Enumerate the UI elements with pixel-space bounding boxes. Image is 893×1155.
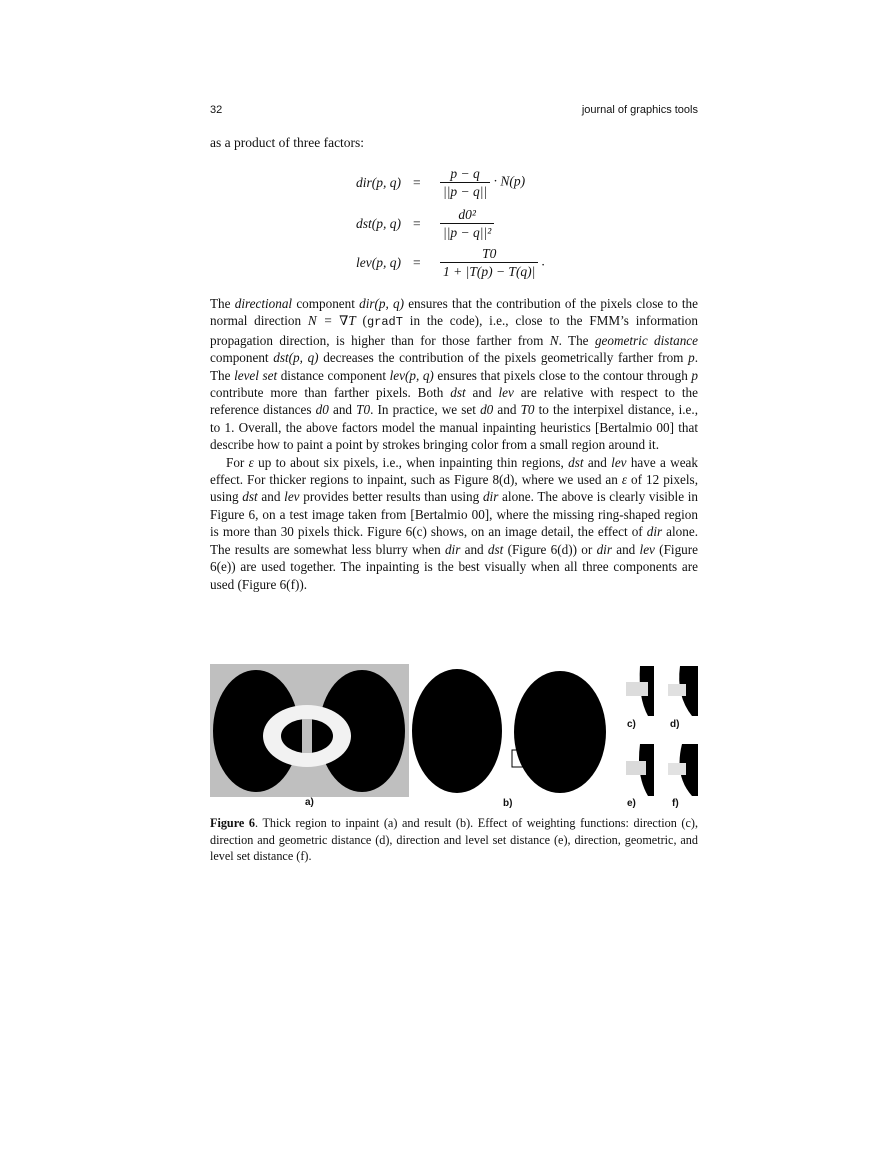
- math-inline: lev: [498, 385, 514, 401]
- text-run: (Figure 6(d)) or: [503, 541, 597, 557]
- math-inline: dir: [646, 524, 663, 540]
- text-run: contribute more than farther pixels. Both: [210, 385, 451, 401]
- panel-a-image: [210, 664, 409, 797]
- eq-fraction: [440, 246, 538, 279]
- label-a: a): [305, 797, 314, 808]
- math-inline: N = ∇T: [307, 313, 356, 329]
- text-run: (: [355, 313, 367, 329]
- math-inline: ε: [248, 454, 254, 470]
- equation-dir: [0, 166, 893, 202]
- text-run: and: [257, 489, 285, 505]
- caption-title: Figure 6: [210, 816, 256, 830]
- math-inline: dst(p, q): [273, 350, 319, 366]
- math-inline: dir: [482, 489, 499, 505]
- figure-images: [210, 664, 698, 814]
- panel-b-image: [409, 664, 612, 797]
- math-inline: N: [549, 332, 559, 348]
- text-run: in the code), i.e., close to the FMM’s information propagation direction, is higher than for those farther from: [210, 313, 698, 348]
- text-run: provides better results than using: [299, 489, 483, 505]
- math-inline: lev: [639, 541, 655, 557]
- emphasis: geometric distance: [594, 332, 698, 348]
- equation-dst: [0, 207, 893, 243]
- panel-e-image: [626, 744, 654, 796]
- figure-caption: [210, 815, 698, 865]
- code-inline: gradT: [366, 315, 403, 330]
- math-inline: dst: [487, 541, 504, 557]
- math-inline: lev(p, q): [389, 367, 434, 383]
- math-inline: dir(p, q): [359, 296, 404, 311]
- label-e: e): [627, 798, 636, 809]
- text-run: ensures that pixels close to the contour through: [433, 367, 692, 383]
- text-run: and: [493, 402, 521, 418]
- panel-f-image: [668, 744, 698, 796]
- body-text: [210, 295, 698, 593]
- text-run: and: [328, 402, 357, 418]
- text-run: are relative with respect to the reference distances: [210, 385, 699, 418]
- eq-lhs: dst(p, q): [356, 216, 401, 231]
- math-inline: lev: [611, 454, 627, 470]
- label-c: c): [627, 719, 636, 730]
- panel-d-image: [668, 666, 698, 716]
- text-run: (Figure 6(e)) are used together. The inpainting is the best visually when all three components are used (Figure 6(f)).: [210, 541, 698, 592]
- text-run: and: [465, 385, 499, 401]
- math-inline: dst: [450, 385, 466, 401]
- eq-fraction: [440, 166, 490, 199]
- text-run: The: [210, 296, 235, 311]
- text-run: ensures that the contribution of the pixels close to the normal direction: [210, 296, 698, 329]
- text-run: component: [210, 350, 274, 366]
- math-inline: p: [688, 350, 695, 366]
- eq-tail: · N(p): [493, 173, 526, 189]
- eq-lhs: dir(p, q): [356, 175, 401, 190]
- caption-text: . Thick region to inpaint (a) and result (b). Effect of weighting functions: direction (c), direction and geometric distance (d), direction and level set distance (e), direction, geometric, and level set distance (f).: [210, 816, 698, 863]
- journal-title: journal of graphics tools: [581, 104, 698, 116]
- text-run: alone. The above is clearly visible in Figure 6, on a test image taken from [Bertalmio 00], where the missing ring-shaped region is more than 30 pixels thick. Figure 6(c) shows, on an image detail, the effect of: [210, 489, 699, 540]
- text-run: alone. The results are somewhat less blurry when: [210, 524, 698, 557]
- emphasis: directional: [234, 296, 293, 311]
- eq-sign: =: [413, 216, 421, 231]
- text-run: decreases the contribution of the pixels geometrically farther from: [318, 350, 689, 366]
- paragraph-2: [210, 454, 698, 593]
- text-run: . The: [210, 350, 698, 383]
- math-inline: dst: [568, 454, 584, 470]
- math-inline: lev: [284, 489, 300, 505]
- text-run: and: [583, 454, 612, 470]
- text-run: and: [611, 541, 640, 557]
- eq-denominator: ||p − q||: [443, 184, 488, 199]
- eq-numerator: d0²: [440, 207, 494, 224]
- text-run: to the interpixel distance, i.e., to 1. Overall, the above factors model the manual inpainting heuristics [Bertalmio 00] that describe how to paint a point by strokes bringing color from a small region around it.: [210, 402, 698, 453]
- eq-numerator: T0: [440, 246, 538, 263]
- label-d: d): [670, 719, 680, 730]
- math-inline: d0: [315, 402, 329, 418]
- eq-sign: =: [413, 255, 421, 270]
- math-inline: d0: [480, 402, 494, 418]
- eq-fraction: [440, 207, 494, 240]
- label-f: f): [672, 798, 679, 809]
- page-number: 32: [210, 104, 223, 116]
- text-run: of 12 pixels, using: [210, 472, 698, 505]
- eq-denominator: 1 + |T(p) − T(q)|: [443, 264, 536, 279]
- text-run: distance component: [277, 367, 390, 383]
- text-run: . The: [558, 332, 595, 348]
- eq-sign: =: [413, 175, 421, 190]
- eq-tail: .: [541, 253, 546, 269]
- text-run: have a weak effect. For thicker regions to inpaint, such as Figure 8(d), where we used an: [210, 454, 698, 488]
- math-inline: T0: [356, 402, 371, 418]
- text-run: For: [226, 454, 249, 470]
- lead-text: as a product of three factors:: [210, 135, 365, 150]
- math-inline: dir: [444, 541, 461, 557]
- math-inline: dir: [596, 541, 612, 557]
- eq-numerator: p − q: [440, 166, 490, 183]
- figure-6: [210, 664, 698, 814]
- equation-lev: [0, 246, 893, 282]
- eq-lhs: lev(p, q): [356, 255, 401, 270]
- text-run: and: [460, 541, 488, 557]
- text-run: component: [292, 296, 360, 311]
- math-inline: dst: [242, 489, 258, 505]
- panel-c-image: [626, 666, 654, 716]
- math-inline: T0: [520, 402, 535, 418]
- math-inline: p: [691, 367, 698, 383]
- eq-denominator: ||p − q||²: [443, 225, 492, 240]
- emphasis: level set: [234, 367, 278, 383]
- page-header: [210, 104, 698, 120]
- text-run: . In practice, we set: [370, 402, 481, 418]
- label-b: b): [503, 798, 513, 809]
- text-run: up to about six pixels, i.e., when inpainting thin regions,: [253, 454, 569, 470]
- paragraph-1: [210, 295, 698, 454]
- math-inline: ε: [621, 472, 628, 488]
